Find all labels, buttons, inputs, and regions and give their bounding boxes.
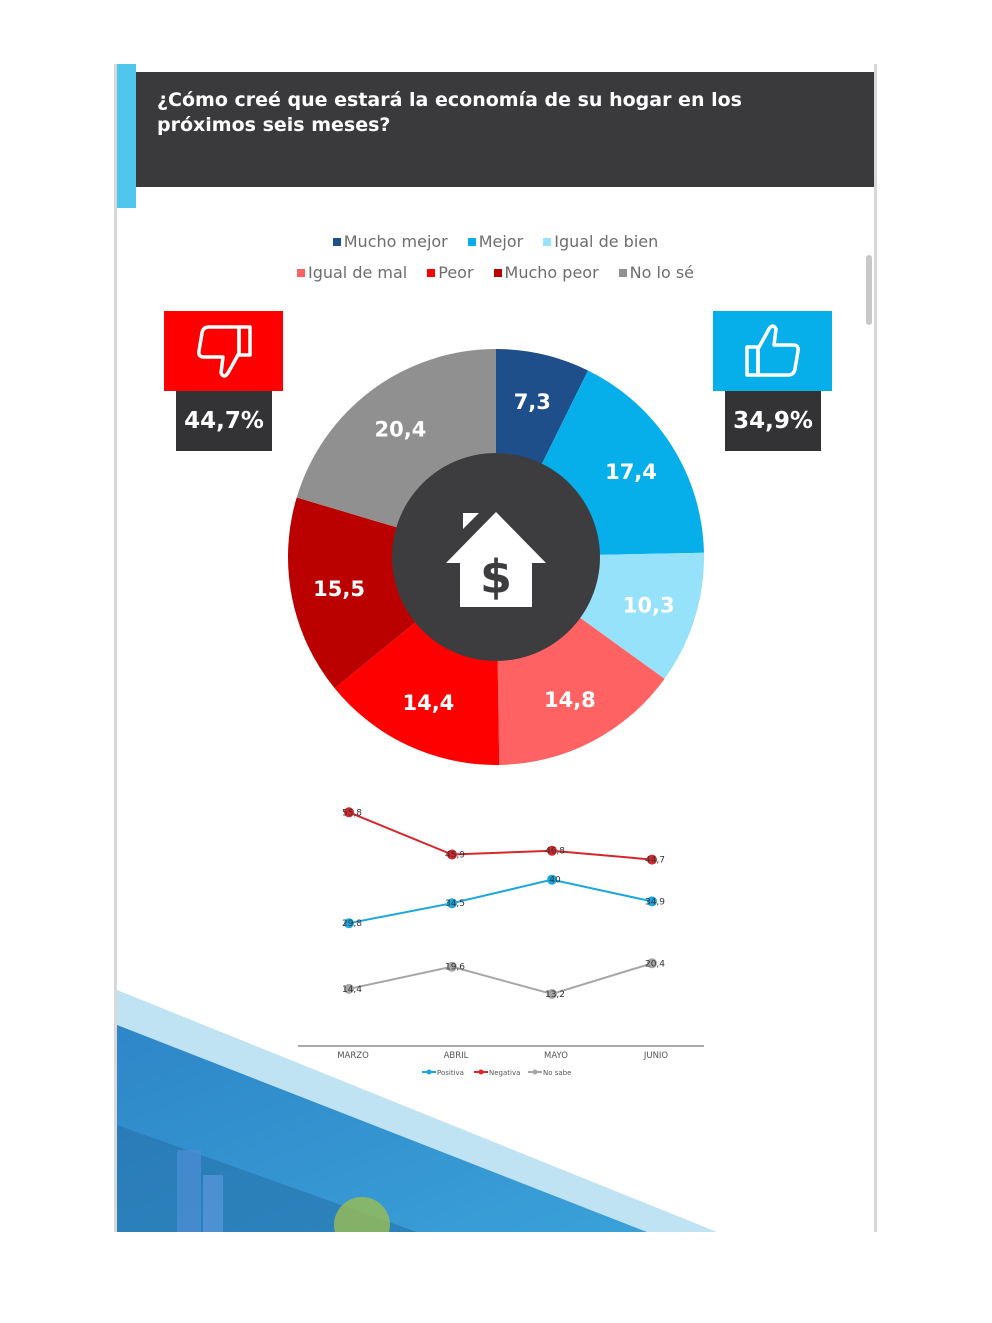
legend-label: Mucho peor xyxy=(504,263,599,282)
x-tick-label: ABRIL xyxy=(443,1051,469,1061)
page-title: ¿Cómo creé que estará la economía de su hogar en los próximos seis meses? xyxy=(157,89,742,136)
legend-series-label: No sabe xyxy=(543,1069,572,1077)
line-legend-item xyxy=(474,1069,520,1077)
data-label-negativa: 55,8 xyxy=(341,808,363,819)
thumbs-down-icon xyxy=(192,319,256,383)
legend-label: Igual de bien xyxy=(554,232,659,251)
data-label-positiva: 29,8 xyxy=(341,919,363,930)
negative-total-label: 44,7% xyxy=(176,391,272,451)
frame-right-border xyxy=(874,64,877,1232)
series-line-positiva xyxy=(349,880,652,924)
decoration-bar-1 xyxy=(177,1150,201,1232)
series-line-no-sabe xyxy=(349,963,652,994)
legend-label: No lo sé xyxy=(629,263,695,282)
pie-data-label: 14,4 xyxy=(402,691,455,715)
legend-label: Mejor xyxy=(478,232,524,251)
data-label-no-sabe: 19,6 xyxy=(444,962,466,973)
line-chart xyxy=(290,775,710,1085)
x-tick-label: JUNIO xyxy=(643,1051,669,1061)
legend-item-mucho-mejor xyxy=(333,232,448,252)
series-negativa xyxy=(342,807,665,865)
legend-item-igual-de-mal xyxy=(297,263,407,283)
data-label-positiva: 34,9 xyxy=(644,897,666,908)
data-label-negativa: 44,7 xyxy=(644,855,666,866)
legend-marker xyxy=(533,1070,538,1075)
pie-data-label: 15,5 xyxy=(313,577,366,602)
x-tick-label: MARZO xyxy=(337,1051,369,1061)
data-label-negativa: 46,8 xyxy=(544,846,566,857)
donut-chart xyxy=(280,345,710,770)
legend-label: Igual de mal xyxy=(307,263,408,282)
legend-item-mejor xyxy=(468,232,523,252)
legend-item-mucho-peor xyxy=(494,263,599,283)
data-label-positiva: 40 xyxy=(549,875,561,886)
series-line-negativa xyxy=(349,812,652,859)
legend-marker xyxy=(427,1070,432,1075)
data-label-no-sabe: 13,2 xyxy=(544,990,566,1000)
positive-total-label: 34,9% xyxy=(725,391,821,451)
legend-swatch xyxy=(543,238,551,246)
legend-swatch xyxy=(297,269,305,277)
legend-swatch xyxy=(427,269,435,277)
legend-item-peor xyxy=(427,263,473,283)
positive-badge xyxy=(713,311,832,391)
pie-data-label: 14,8 xyxy=(543,687,596,712)
pie-legend-row-2 xyxy=(117,263,874,283)
pie-data-label: 7,3 xyxy=(513,390,551,415)
pie-data-label: 20,4 xyxy=(374,417,427,442)
legend-swatch xyxy=(619,269,627,277)
legend-swatch xyxy=(468,238,476,246)
thumbs-up-icon xyxy=(741,319,805,383)
svg-text:$: $ xyxy=(479,550,513,604)
legend-series-label: Positiva xyxy=(437,1069,464,1077)
legend-label: Mucho mejor xyxy=(343,232,448,251)
legend-item-no-lo-se xyxy=(619,263,694,283)
legend-item-igual-de-bien xyxy=(543,232,658,252)
series-no-sabe xyxy=(342,958,665,1000)
series-positiva xyxy=(342,875,665,930)
pie-data-label: 10,3 xyxy=(622,593,675,618)
legend-swatch xyxy=(333,238,341,246)
x-tick-label: MAYO xyxy=(544,1051,568,1061)
legend-label: Peor xyxy=(438,263,474,282)
line-legend-item xyxy=(422,1069,464,1077)
decoration-bar-2 xyxy=(203,1175,223,1232)
line-legend-item xyxy=(528,1069,571,1077)
legend-series-label: Negativa xyxy=(489,1069,521,1077)
legend-marker xyxy=(479,1070,484,1075)
header-accent-bar xyxy=(117,64,136,208)
pie-legend-row-1 xyxy=(117,232,874,252)
data-label-positiva: 34,5 xyxy=(444,899,466,910)
data-label-negativa: 45,9 xyxy=(444,850,466,861)
negative-badge xyxy=(164,311,283,391)
data-label-no-sabe: 14,4 xyxy=(341,984,363,995)
data-label-no-sabe: 20,4 xyxy=(644,959,666,970)
legend-swatch xyxy=(494,269,502,277)
pie-data-label: 17,4 xyxy=(605,460,657,485)
